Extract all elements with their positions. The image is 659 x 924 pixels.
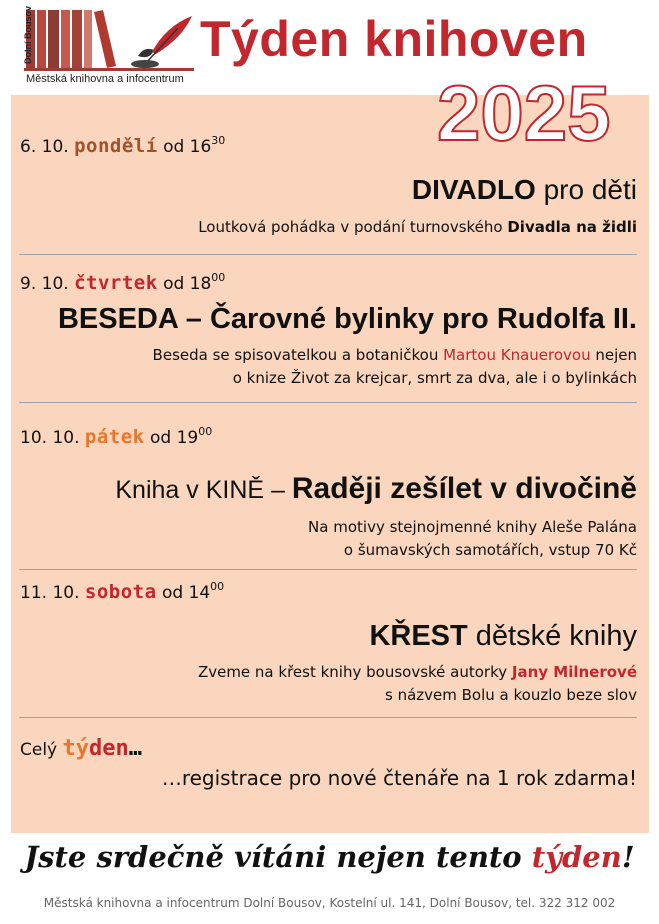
event-date-line <box>20 425 212 448</box>
books-and-quill-icon <box>10 8 198 74</box>
event-time: od 16 <box>163 137 212 157</box>
week-word-end: den <box>89 736 129 761</box>
event-day: čtvrtek <box>74 272 158 294</box>
event-heading-part: KŘEST <box>369 620 468 652</box>
event-date: 10. 10. <box>20 428 80 448</box>
event-heading <box>369 620 637 653</box>
event-description-line <box>198 661 637 684</box>
event-description-line <box>153 344 637 367</box>
event-description-highlight: Jany Milnerové <box>511 663 637 681</box>
welcome-end: ! <box>621 840 635 874</box>
registration-text: …registrace pro nové čtenáře na 1 rok zdarma! <box>161 766 637 790</box>
event-date: 11. 10. <box>20 583 80 603</box>
event-description-line: s názvem Bolu a kouzlo beze slov <box>385 686 637 704</box>
event-heading-part: Raději zešílet v divočině <box>291 472 637 505</box>
event-date-line <box>20 271 225 294</box>
library-logo <box>10 8 198 90</box>
event-time-minutes: 30 <box>211 134 226 147</box>
event-time-minutes: 00 <box>211 271 226 284</box>
event-description-text: Loutková pohádka v podání turnovského <box>198 218 508 236</box>
year-title: 2025 <box>437 69 611 157</box>
event-heading-part: pro děti <box>535 174 637 205</box>
divider <box>19 254 637 255</box>
event-description-text: Beseda se spisovatelkou a botaničkou <box>152 346 444 364</box>
event-heading-part: dětské knihy <box>467 620 637 652</box>
event-description-highlight: Divadla na židli <box>507 218 637 236</box>
divider <box>19 402 637 403</box>
welcome-slogan <box>0 840 659 874</box>
event-date: 9. 10. <box>20 274 69 294</box>
event-description-text: nejen <box>590 346 637 364</box>
week-word-start: tý <box>62 736 90 761</box>
week-prefix: Celý <box>20 740 63 760</box>
event-time: od 18 <box>163 274 212 294</box>
event-time-minutes: 00 <box>210 580 225 593</box>
logo-vertical-text: Dolní Bousov <box>23 6 33 64</box>
event-heading: BESEDA – Čarovné bylinky pro Rudolfa II. <box>57 303 637 335</box>
event-description-line: Na motivy stejnojmenné knihy Aleše Palána <box>308 518 637 536</box>
event-date-line <box>20 134 225 157</box>
event-description <box>198 216 637 239</box>
event-description-line: o knize Život za krejcar, smrt za dva, ale i o bylinkách <box>232 369 637 387</box>
event-description <box>153 344 637 390</box>
footer-contact: Městská knihovna a infocentrum Dolní Bousov, Kostelní ul. 141, Dolní Bousov, tel. 322 312 002 <box>43 896 616 910</box>
event-time: od 14 <box>161 583 211 603</box>
event-heading <box>115 472 637 506</box>
event-date: 6. 10. <box>20 137 69 157</box>
event-heading <box>412 174 637 206</box>
divider <box>19 717 637 718</box>
event-description-line: o šumavských samotářích, vstup 70 Kč <box>343 541 637 559</box>
event-description <box>198 661 637 707</box>
week-ellipsis: … <box>128 736 143 761</box>
event-day: sobota <box>84 581 157 603</box>
week-line <box>20 736 142 761</box>
logo-subtitle: Městská knihovna a infocentrum <box>26 73 184 85</box>
event-heading-part: DIVADLO <box>411 174 536 205</box>
event-time-minutes: 00 <box>198 425 213 438</box>
welcome-highlight: týden <box>531 840 622 874</box>
event-description-text: Zveme na křest knihy bousovské autorky <box>197 663 512 681</box>
event-description-highlight: Martou Knauerovou <box>443 346 591 364</box>
divider <box>19 569 637 570</box>
page-title: Týden knihoven <box>200 11 588 67</box>
event-time: od 19 <box>150 428 199 448</box>
event-date-line <box>20 580 224 603</box>
welcome-text: Jste srdečně vítáni nejen tento <box>24 840 532 874</box>
event-heading-part: Kniha v KINĚ – <box>115 476 292 504</box>
event-description <box>308 516 637 562</box>
event-day: pondělí <box>74 135 158 157</box>
event-day: pátek <box>84 426 145 448</box>
